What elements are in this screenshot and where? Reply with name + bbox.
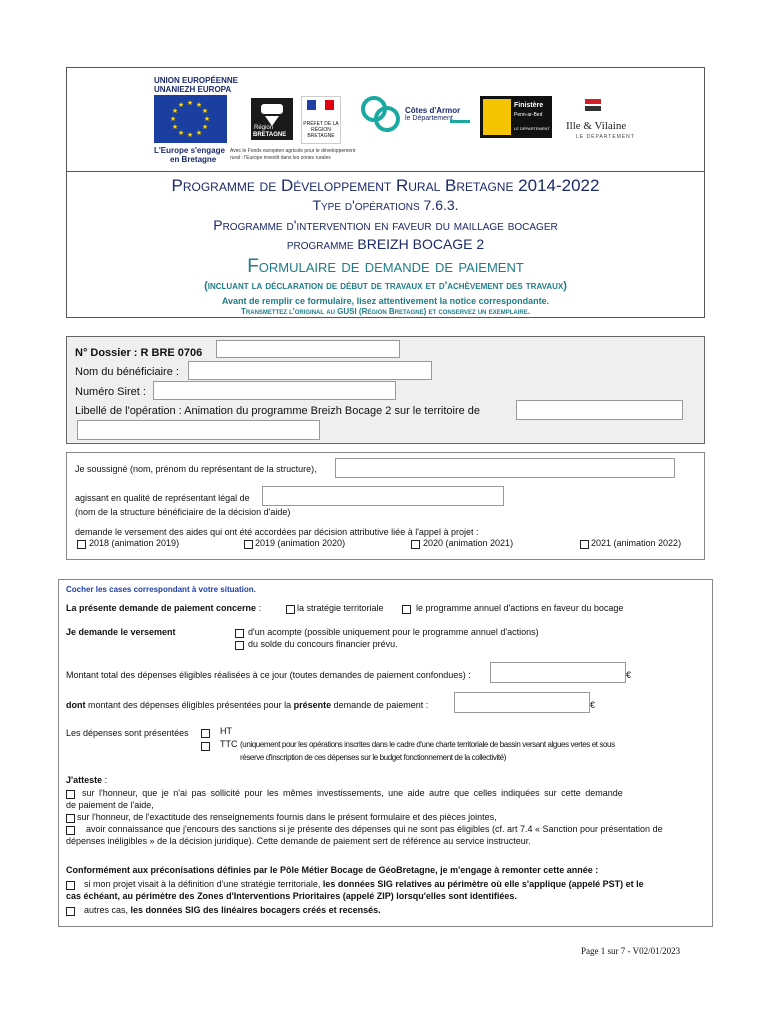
qualite-field[interactable]	[262, 486, 504, 506]
eu-stars-icon	[154, 95, 227, 143]
feader-note: Avec le Fonds européen agricole pour le développement rural : l'Europe investit dans les zones rurales	[230, 148, 356, 161]
cotes-armor-icon	[360, 95, 402, 137]
solde-checkbox[interactable]	[235, 641, 244, 650]
atteste-1-text: sur l'honneur, que je n'ai pas sollicité pour les mêmes investissements, une aide autre que celles indiquées sur cette demande	[82, 788, 623, 798]
libelle-field-continued[interactable]	[77, 420, 320, 440]
finistere-shield-icon	[483, 99, 511, 135]
atteste-1-checkbox[interactable]	[66, 790, 75, 799]
programme-breizh: programme BREIZH BOCAGE 2	[286, 236, 485, 252]
montant-total-field[interactable]	[490, 662, 626, 683]
programme-annuel-label: le programme annuel d'actions en faveur du bocage	[416, 603, 624, 613]
dont-prefix: dont	[66, 700, 86, 710]
atteste-heading-row	[66, 775, 107, 785]
concerne-label: La présente demande de paiement concerne	[66, 603, 257, 613]
type-operations: Type d'opérations 7.6.3.	[312, 197, 459, 213]
demande-label: demande le versement des aides qui ont été accordées par décision attributive liée à l'appel à projet :	[75, 527, 479, 537]
ille-vilaine-name: Ille & Vilaine	[566, 120, 627, 132]
dont-suffix: demande de paiement :	[331, 700, 429, 710]
engagement-2-checkbox[interactable]	[66, 907, 75, 916]
dossier-label: N° Dossier : R BRE 0706	[75, 347, 203, 359]
programme-intervention: Programme d'intervention en faveur du maillage bocager	[213, 217, 558, 233]
finistere-logo	[480, 96, 552, 138]
page-number: Page 1 sur 7 - V02/01/2023	[581, 946, 681, 956]
eu-slogan-1: L'Europe s'engage	[154, 146, 225, 155]
ht-checkbox[interactable]	[201, 729, 210, 738]
notice-text: Avant de remplir ce formulaire, lisez attentivement la notice correspondante.	[221, 296, 550, 306]
engagement-heading: Conformément aux préconisations définies par le Pôle Métier Bocage de GéoBretagne, je m'engage à remonter cette année :	[66, 865, 599, 875]
acompte-label: d'un acompte (possible uniquement pour le programme annuel d'actions)	[248, 627, 539, 637]
qualite-note: (nom de la structure bénéficiaire de la décision d'aide)	[75, 507, 291, 517]
siret-field[interactable]	[153, 381, 396, 400]
montant-total-label: Montant total des dépenses éligibles réalisées à ce jour (toutes demandes de paiement confondues) :	[66, 670, 471, 680]
cotes-armor-name: Côtes d'Armor	[405, 106, 461, 115]
form-title: Formulaire de demande de paiement	[247, 256, 524, 277]
year-2019-checkbox[interactable]	[244, 540, 253, 549]
cotes-armor-wave-icon	[450, 110, 470, 123]
svg-text:★: ★	[201, 123, 209, 131]
year-2020-label: 2020 (animation 2021)	[423, 538, 514, 548]
concerne-row	[66, 603, 261, 613]
engagement-1-text: si mon projet visait à la définition d'une stratégie territoriale,	[84, 879, 323, 889]
transmit-text: Transmettez l'original au GUSI (Région Bretagne) et conservez un exemplaire.	[241, 307, 530, 316]
ttc-note-1: (uniquement pour les opérations inscrites dans le cadre d'une charte territoriale de bassin versant algues vertes et sous	[240, 740, 615, 749]
eu-flag-logo	[154, 95, 227, 143]
marianne-flag-icon	[302, 97, 340, 113]
ille-vilaine-dept: LE DÉPARTEMENT	[576, 134, 635, 140]
libelle-field[interactable]	[516, 400, 683, 420]
atteste-3-checkbox[interactable]	[66, 826, 75, 835]
engagement-1-cont: cas échéant, au périmètre des Zones d'Interventions Prioritaires (appelé ZIP) lorsqu'elles sont identifiées.	[66, 891, 517, 901]
region-label-1: Région	[254, 125, 274, 131]
soussigne-field[interactable]	[335, 458, 675, 478]
ttc-label: TTC	[220, 739, 238, 749]
logo-divider	[66, 171, 705, 172]
year-2020-checkbox[interactable]	[411, 540, 420, 549]
dont-row	[66, 700, 428, 710]
svg-text:★: ★	[177, 129, 185, 137]
soussigne-label: Je soussigné (nom, prénom du représentant de la structure),	[75, 464, 317, 474]
dont-currency: €	[590, 700, 596, 710]
svg-text:★: ★	[177, 101, 185, 109]
montant-total-currency: €	[626, 670, 632, 680]
svg-text:★: ★	[195, 129, 203, 137]
solde-label: du solde du concours financier prévu.	[248, 639, 398, 649]
engagement-1-checkbox[interactable]	[66, 881, 75, 890]
finistere-name: Finistère	[514, 102, 544, 109]
form-subtitle: (incluant la déclaration de début de travaux et d'achèvement des travaux)	[204, 280, 567, 292]
concerne-colon: :	[256, 603, 262, 613]
programme-title: Programme de Développement Rural Bretagne 2014-2022	[171, 176, 600, 195]
libelle-label: Libellé de l'opération : Animation du programme Breizh Bocage 2 sur le territoire de	[75, 405, 481, 417]
qualite-label: agissant en qualité de représentant légal de	[75, 493, 250, 503]
atteste-colon: :	[102, 775, 108, 785]
ttc-checkbox[interactable]	[201, 742, 210, 751]
atteste-2-checkbox[interactable]	[66, 814, 75, 823]
versement-label: Je demande le versement	[66, 627, 176, 637]
finistere-sub: Penn-ar-Bed	[514, 112, 543, 118]
strategie-label: la stratégie territoriale	[297, 603, 384, 613]
atteste-3-text: avoir connaissance que j'encours des sanctions si je présente des dépenses qui ne sont pas éligibles (cf. art 7.4 « Sanction pour présentation de	[86, 824, 663, 834]
year-2018-label: 2018 (animation 2019)	[89, 538, 180, 548]
cotes-armor-logo	[360, 95, 402, 137]
dont-field[interactable]	[454, 692, 590, 713]
year-2021-checkbox[interactable]	[580, 540, 589, 549]
atteste-1-text-cont: de paiement de l'aide,	[66, 800, 154, 810]
finistere-dept: LE DÉPARTEMENT	[514, 126, 550, 131]
beneficiaire-field[interactable]	[188, 361, 432, 380]
year-2019-label: 2019 (animation 2020)	[255, 538, 346, 548]
year-2021-label: 2021 (animation 2022)	[591, 538, 682, 548]
svg-text:★: ★	[171, 107, 179, 115]
year-2018-checkbox[interactable]	[77, 540, 86, 549]
siret-label: Numéro Siret :	[75, 386, 146, 398]
programme-annuel-checkbox[interactable]	[402, 605, 411, 614]
engagement-2-row	[84, 905, 381, 915]
atteste-2-text: sur l'honneur, de l'exactitude des renseignements fournis dans le présent formulaire et des pièces jointes,	[77, 812, 497, 822]
ille-vilaine-emblem-icon	[583, 98, 605, 114]
svg-text:★: ★	[203, 115, 211, 123]
engagement-2-text: autres cas,	[84, 905, 131, 915]
engagement-2-bold: les données SIG des linéaires bocagers créés et recensés.	[130, 905, 381, 915]
region-label-2: BRETAGNE	[253, 132, 287, 138]
svg-text:★: ★	[169, 115, 177, 123]
ht-label: HT	[220, 726, 232, 736]
dont-bold: présente	[293, 700, 332, 710]
engagement-1-row	[84, 879, 644, 889]
eu-title-2: UNANIEZH EUROPA	[154, 85, 232, 94]
eu-slogan-2: en Bretagne	[170, 155, 217, 164]
atteste-3-text-cont: dépenses inéligibles » de la décision juridique). Cette demande de paiement sert de référence au service instructeur.	[66, 836, 531, 846]
engagement-1-bold: les données SIG relatives au périmètre où elle s'applique (appelé PST) et le	[322, 879, 644, 889]
svg-text:★: ★	[186, 131, 194, 139]
dossier-field[interactable]	[216, 340, 400, 358]
strategie-checkbox[interactable]	[286, 605, 295, 614]
situation-heading: Cocher les cases correspondant à votre situation.	[66, 585, 256, 594]
svg-text:★: ★	[171, 123, 179, 131]
acompte-checkbox[interactable]	[235, 629, 244, 638]
svg-text:★: ★	[201, 107, 209, 115]
prefet-label: PRÉFET DE LA RÉGION BRETAGNE	[303, 121, 339, 139]
eu-title-1: UNION EUROPÉENNE	[154, 76, 239, 85]
ttc-note-2: réserve d'inscription de ces dépenses sur le budget fonctionnement de la collectivité)	[240, 753, 506, 762]
depenses-label: Les dépenses sont présentées	[66, 728, 189, 738]
prefet-logo	[301, 96, 341, 144]
atteste-heading: J'atteste	[66, 775, 103, 785]
svg-text:★: ★	[186, 99, 194, 107]
dont-mid: montant des dépenses éligibles présentées pour la	[85, 700, 294, 710]
region-bretagne-logo	[251, 98, 293, 140]
beneficiaire-label: Nom du bénéficiaire :	[75, 366, 179, 378]
cotes-armor-sub: le Département	[405, 115, 453, 122]
svg-text:★: ★	[195, 101, 203, 109]
